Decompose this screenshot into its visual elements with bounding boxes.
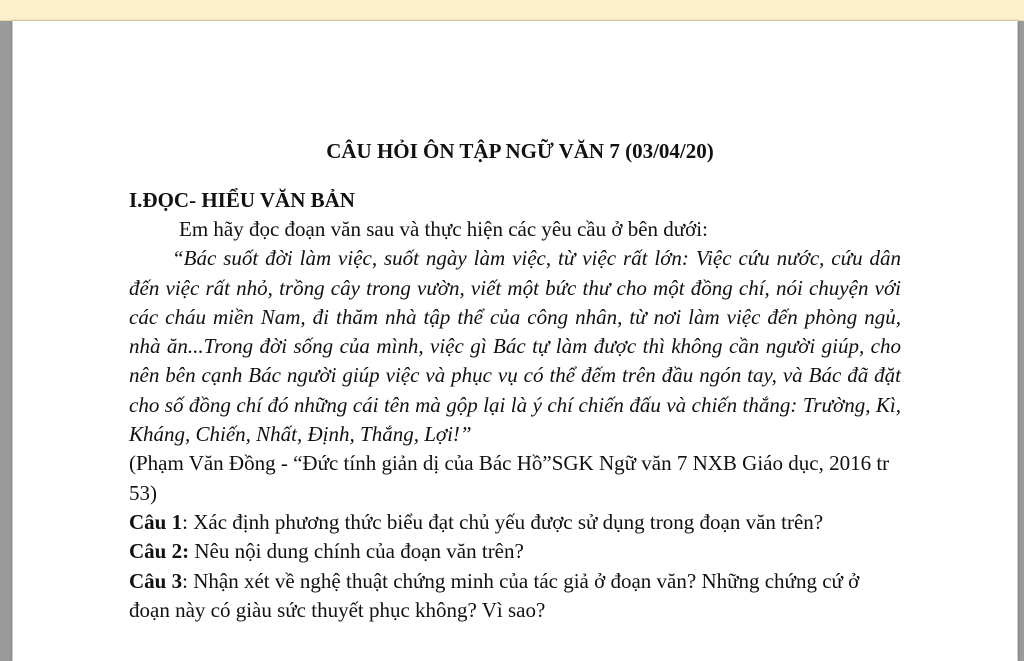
question-label: Câu 1	[129, 509, 183, 534]
question-text: Xác định phương thức biểu đạt chủ yếu được sử dụng trong đoạn văn trên?	[193, 509, 824, 534]
quoted-passage: “Bác suốt đời làm việc, suốt ngày làm việc, từ việc rất lớn: Việc cứu nước, cứu dân đến việc rất nhỏ, trồng cây trong vườn, viết một bức thư cho một đồng chí, nói chuyện với các cháu miền Nam, đi thăm nhà tập thể của công nhân, từ nơi làm việc đến phòng ngủ, nhà ăn...Trong đời sống của mình, việc gì Bác tự làm được thì không cần người giúp, cho nên bên cạnh Bác người giúp việc và phục vụ có thể đếm trên đầu ngón tay, và Bác đã đặt cho số đồng chí đó những cái tên mà gộp lại là ý chí chiến đấu và chiến thắng: Trường, Kì, Kháng, Chiến, Nhất, Định, Thắng, Lợi!”	[129, 246, 901, 447]
document-page	[12, 21, 1018, 661]
section-heading: I.ĐỌC- HIỂU VĂN BẢN	[129, 188, 355, 212]
question-separator: :	[182, 568, 194, 593]
source-citation: (Phạm Văn Đồng - “Đức tính giản dị của Bác Hồ”SGK Ngữ văn 7 NXB Giáo dục, 2016 tr 53)	[129, 451, 890, 505]
question-text: Nhận xét về nghệ thuật chứng minh của tác giả ở đoạn văn? Những chứng cứ ở đoạn này có giàu sức thuyết phục không? Vì sao?	[129, 568, 860, 622]
question-item	[129, 567, 901, 626]
question-label: Câu 3	[129, 568, 183, 593]
question-label: Câu 2:	[129, 539, 190, 564]
document-title: CÂU HỎI ÔN TẬP NGỮ VĂN 7 (03/04/20)	[326, 139, 714, 163]
instruction-text: Em hãy đọc đoạn văn sau và thực hiện các yêu cầu ở bên dưới:	[179, 217, 708, 241]
question-item	[129, 508, 901, 537]
document-body	[129, 215, 901, 625]
question-item	[129, 537, 901, 566]
question-text: Nêu nội dung chính của đoạn văn trên?	[194, 539, 524, 564]
viewer-top-bar	[0, 0, 1024, 21]
question-separator: :	[182, 509, 194, 534]
